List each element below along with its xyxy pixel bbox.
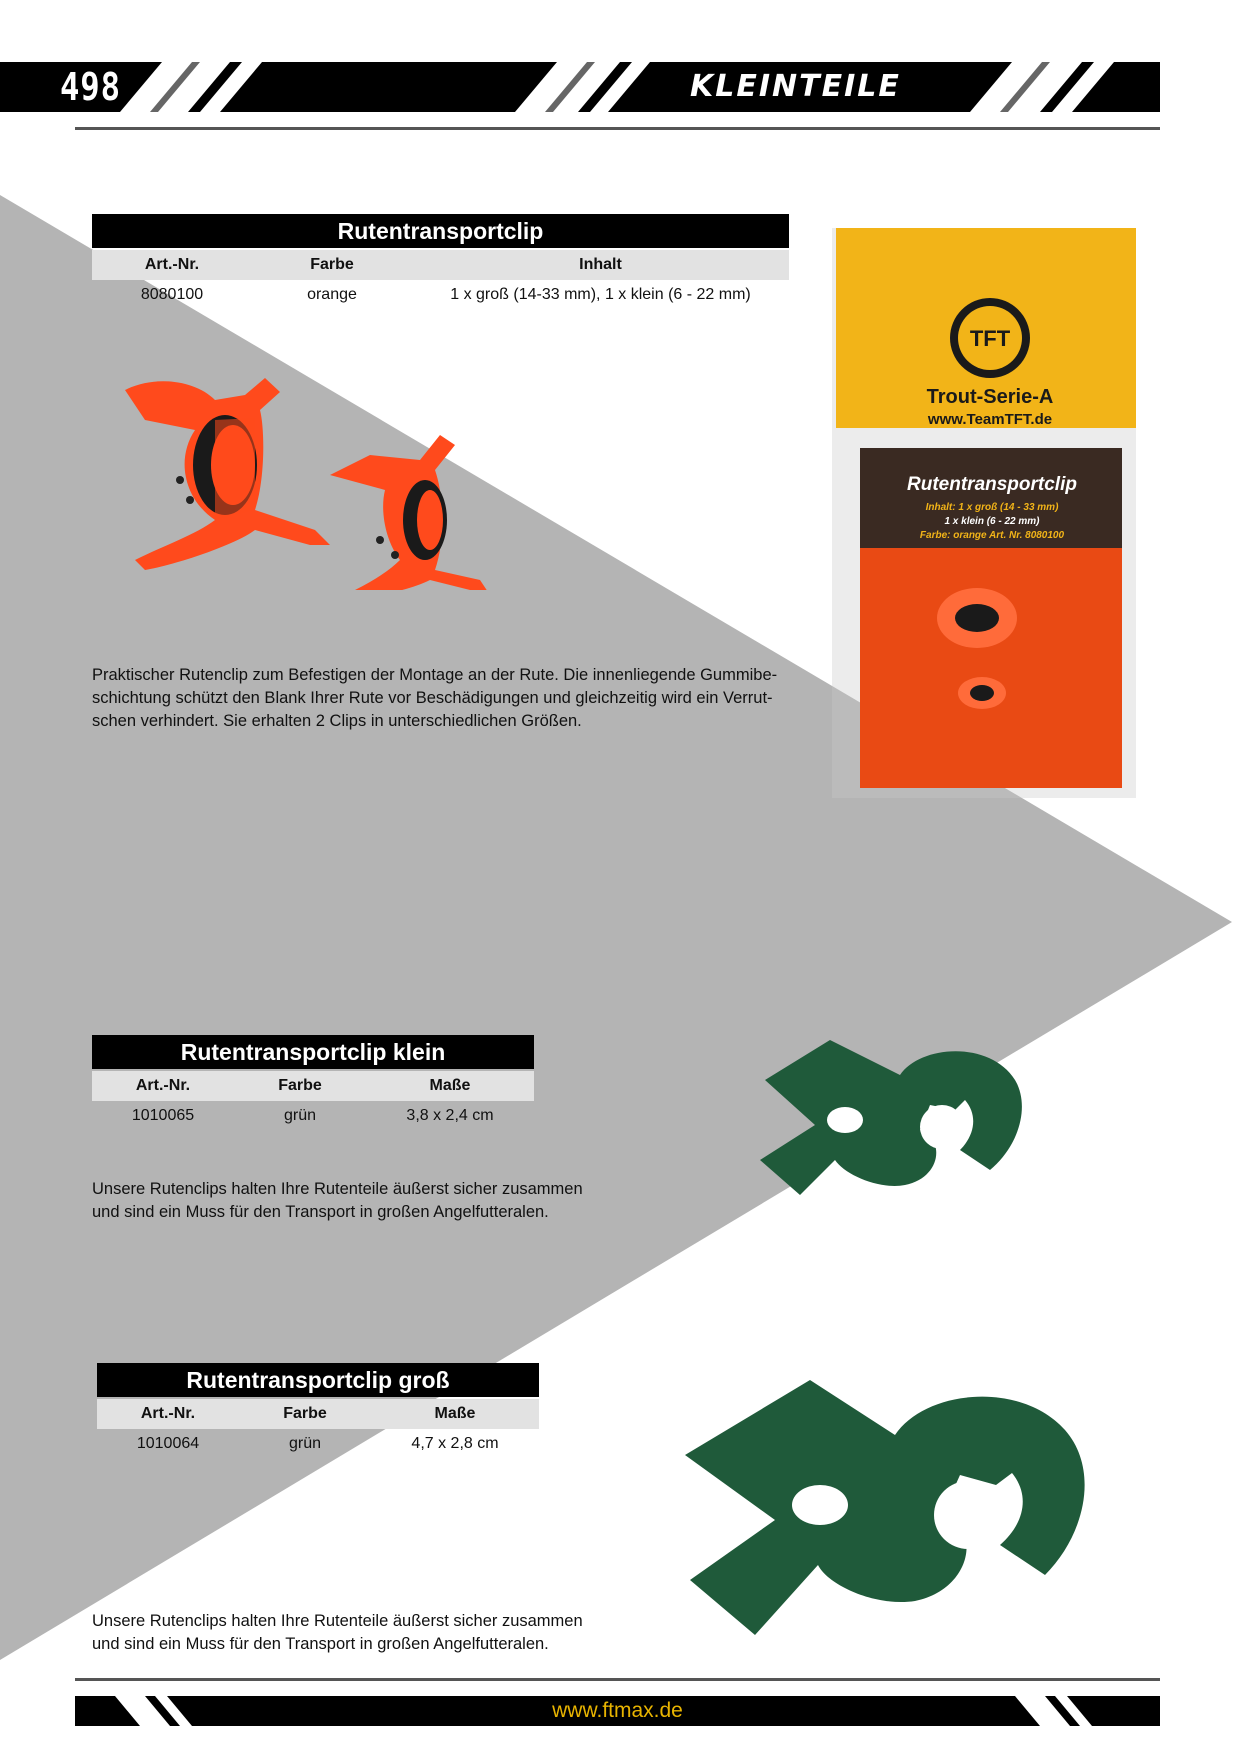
description-line: und sind ein Muss für den Transport in großen Angelfutteralen. bbox=[92, 1635, 549, 1653]
product-description-rutentransportclip bbox=[92, 664, 812, 733]
cell-art-nr: 1010064 bbox=[136, 1435, 200, 1452]
package-url: www.TeamTFT.de bbox=[927, 411, 1053, 428]
cell-farbe: grün bbox=[283, 1107, 317, 1124]
footer-divider bbox=[75, 1678, 1160, 1681]
green-clip-small-image bbox=[760, 1035, 1050, 1210]
product-title: Rutentransportclip klein bbox=[92, 1035, 534, 1069]
description-line: Praktischer Rutenclip zum Befestigen der Montage an der Rute. Die innenliegende Gummibe- bbox=[92, 666, 778, 684]
description-line: Unsere Rutenclips halten Ihre Rutenteile äußerst sicher zusammen bbox=[92, 1180, 583, 1198]
table-row bbox=[92, 1101, 534, 1131]
description-line: Unsere Rutenclips halten Ihre Rutenteile äußerst sicher zusammen bbox=[92, 1612, 583, 1630]
description-line: schen verhindert. Sie erhalten 2 Clips in unterschiedlichen Größen. bbox=[92, 712, 582, 730]
column-header-farbe: Farbe bbox=[278, 1077, 322, 1094]
column-header-masse: Maße bbox=[434, 1405, 476, 1422]
description-line: und sind ein Muss für den Transport in großen Angelfutteralen. bbox=[92, 1203, 549, 1221]
table-header bbox=[97, 1399, 539, 1429]
column-header-art-nr: Art.-Nr. bbox=[140, 1405, 196, 1422]
cell-masse: 3,8 x 2,4 cm bbox=[406, 1107, 494, 1124]
cell-inhalt: 1 x groß (14-33 mm), 1 x klein (6 - 22 mm) bbox=[450, 286, 751, 303]
description-line: schichtung schützt den Blank Ihrer Rute vor Beschädigungen und gleichzeitig wird ein Verrut- bbox=[92, 689, 773, 707]
column-header-farbe: Farbe bbox=[310, 256, 354, 273]
cell-farbe: orange bbox=[307, 286, 357, 303]
cell-art-nr: 1010065 bbox=[131, 1107, 195, 1124]
table-row bbox=[97, 1429, 539, 1459]
cell-farbe: grün bbox=[288, 1435, 322, 1452]
product-description-klein bbox=[92, 1178, 652, 1224]
package-label-line1: Inhalt: 1 x groß (14 - 33 mm) bbox=[925, 502, 1059, 513]
header-divider bbox=[75, 127, 1160, 130]
table-header bbox=[92, 1071, 534, 1101]
column-header-masse: Maße bbox=[429, 1077, 471, 1094]
package-series: Trout-Serie-A bbox=[926, 386, 1054, 408]
table-row bbox=[92, 280, 789, 310]
product-title: Rutentransportclip groß bbox=[97, 1363, 539, 1397]
header-bar bbox=[0, 62, 1160, 112]
product-table-gross bbox=[97, 1363, 539, 1459]
column-header-art-nr: Art.-Nr. bbox=[135, 1077, 191, 1094]
cell-masse: 4,7 x 2,8 cm bbox=[411, 1435, 499, 1452]
section-title: KLEINTEILE bbox=[690, 69, 901, 104]
package-label-line2: 1 x klein (6 - 22 mm) bbox=[944, 516, 1040, 527]
cell-art-nr: 8080100 bbox=[140, 286, 204, 303]
product-description-gross bbox=[92, 1610, 652, 1656]
product-title: Rutentransportclip bbox=[92, 214, 789, 248]
green-clip-large-image bbox=[680, 1375, 1130, 1640]
column-header-farbe: Farbe bbox=[283, 1405, 327, 1422]
package-image bbox=[832, 228, 1140, 798]
column-header-inhalt: Inhalt bbox=[579, 256, 622, 273]
page-number: 498 bbox=[60, 65, 121, 109]
package-brand: TFT bbox=[969, 326, 1011, 351]
column-header-art-nr: Art.-Nr. bbox=[144, 256, 200, 273]
package-label-title: Rutentransportclip bbox=[907, 474, 1077, 495]
package-label-line3: Farbe: orange Art. Nr. 8080100 bbox=[919, 530, 1065, 541]
table-header bbox=[92, 250, 789, 280]
orange-clips-image bbox=[115, 370, 525, 590]
product-table-rutentransportclip bbox=[92, 214, 789, 310]
footer-url-link[interactable]: www.ftmax.de bbox=[552, 1699, 683, 1722]
product-table-klein bbox=[92, 1035, 534, 1131]
